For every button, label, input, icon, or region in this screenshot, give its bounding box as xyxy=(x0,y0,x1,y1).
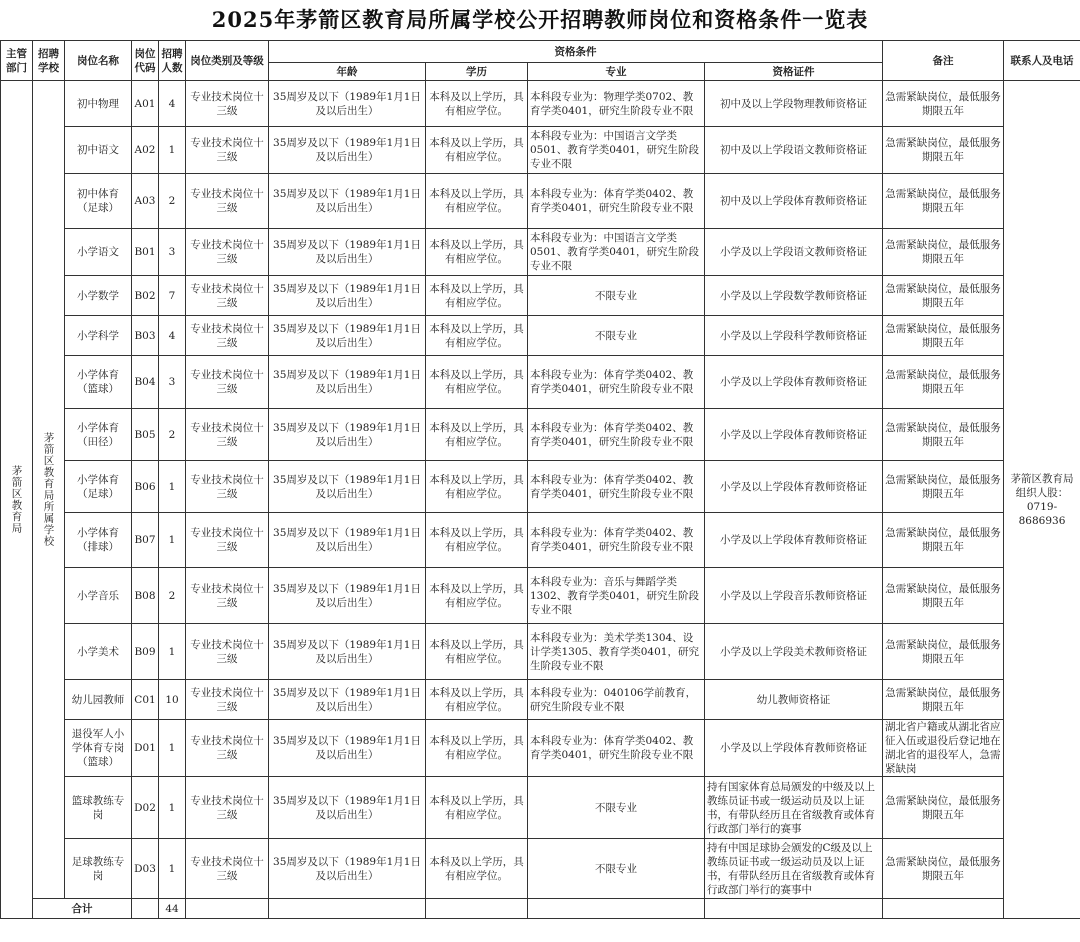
certificate-cell xyxy=(705,720,883,777)
post-name-cell: 小学体育（田径） xyxy=(65,409,132,461)
post-code-cell: D03 xyxy=(132,839,159,899)
remark-text: 急需紧缺岗位，最低服务期限五年 xyxy=(885,473,1001,500)
header-dept: 主管部门 xyxy=(1,41,33,81)
major-cell xyxy=(528,229,705,276)
table-row xyxy=(1,276,1080,316)
count-cell: 10 xyxy=(159,680,186,720)
post-type-cell: 专业技术岗位十三级 xyxy=(186,680,269,720)
certificate-text: 小学及以上学段科学教师资格证 xyxy=(720,329,867,342)
post-name-cell: 篮球教练专岗 xyxy=(65,777,132,839)
certificate-text: 小学及以上学段体育教师资格证 xyxy=(720,480,867,493)
count-cell: 1 xyxy=(159,720,186,777)
post-name-cell: 小学音乐 xyxy=(65,568,132,624)
table-row xyxy=(1,316,1080,356)
certificate-cell xyxy=(705,356,883,409)
post-type-cell: 专业技术岗位十三级 xyxy=(186,409,269,461)
remark-text: 急需紧缺岗位，最低服务期限五年 xyxy=(885,239,1001,265)
age-cell: 35周岁及以下（1989年1月1日及以后出生） xyxy=(269,276,426,316)
remark-cell xyxy=(883,624,1004,680)
post-code-cell: B06 xyxy=(132,461,159,513)
table-row xyxy=(1,720,1080,777)
education-cell: 本科及以上学历，具有相应学位。 xyxy=(426,127,528,174)
major-text: 本科段专业为：体育学类0402、教育学类0401，研究生阶段专业不限 xyxy=(530,421,694,448)
remark-cell xyxy=(883,568,1004,624)
age-cell: 35周岁及以下（1989年1月1日及以后出生） xyxy=(269,720,426,777)
remark-text: 急需紧缺岗位，最低服务期限五年 xyxy=(885,527,1001,553)
certificate-cell xyxy=(705,81,883,127)
post-type-cell: 专业技术岗位十三级 xyxy=(186,777,269,839)
education-cell: 本科及以上学历，具有相应学位。 xyxy=(426,680,528,720)
header-post-name: 岗位名称 xyxy=(65,41,132,81)
remark-cell xyxy=(883,777,1004,839)
total-empty xyxy=(269,899,426,919)
post-name-cell: 小学体育（排球） xyxy=(65,513,132,568)
post-name-cell: 退役军人小学体育专岗（篮球） xyxy=(65,720,132,777)
certificate-cell xyxy=(705,513,883,568)
post-code-cell: B05 xyxy=(132,409,159,461)
header-school: 招聘学校 xyxy=(33,41,65,81)
major-text: 本科段专业为：体育学类0402、教育学类0401，研究生阶段专业不限 xyxy=(530,527,694,553)
post-name-cell: 小学语文 xyxy=(65,229,132,276)
count-cell: 2 xyxy=(159,409,186,461)
certificate-cell xyxy=(705,839,883,899)
certificate-text: 小学及以上学段数学教师资格证 xyxy=(720,289,867,302)
certificate-text: 小学及以上学段体育教师资格证 xyxy=(720,376,867,388)
remark-text: 急需紧缺岗位，最低服务期限五年 xyxy=(885,188,1001,214)
table-row xyxy=(1,568,1080,624)
certificate-cell xyxy=(705,777,883,839)
post-name-cell: 小学数学 xyxy=(65,276,132,316)
count-cell: 1 xyxy=(159,513,186,568)
remark-cell xyxy=(883,839,1004,899)
count-cell: 7 xyxy=(159,276,186,316)
total-empty xyxy=(883,899,1004,919)
remark-cell xyxy=(883,229,1004,276)
header-major: 专业 xyxy=(528,63,705,81)
major-text: 不限专业 xyxy=(595,862,637,875)
post-name-cell: 初中物理 xyxy=(65,81,132,127)
remark-text: 急需紧缺岗位，最低服务期限五年 xyxy=(885,686,1001,713)
major-cell xyxy=(528,316,705,356)
remark-cell xyxy=(883,409,1004,461)
post-code-cell: B02 xyxy=(132,276,159,316)
education-cell: 本科及以上学历，具有相应学位。 xyxy=(426,409,528,461)
remark-text: 急需紧缺岗位，最低服务期限五年 xyxy=(885,369,1001,395)
education-cell: 本科及以上学历，具有相应学位。 xyxy=(426,777,528,839)
major-cell xyxy=(528,568,705,624)
remark-cell xyxy=(883,461,1004,513)
count-cell: 1 xyxy=(159,777,186,839)
major-cell xyxy=(528,174,705,229)
major-cell xyxy=(528,680,705,720)
count-cell: 1 xyxy=(159,127,186,174)
certificate-text: 初中及以上学段语文教师资格证 xyxy=(720,144,867,156)
total-empty xyxy=(528,899,705,919)
age-cell: 35周岁及以下（1989年1月1日及以后出生） xyxy=(269,680,426,720)
post-type-cell: 专业技术岗位十三级 xyxy=(186,839,269,899)
count-cell: 1 xyxy=(159,624,186,680)
certificate-cell xyxy=(705,680,883,720)
certificate-text: 小学及以上学段语文教师资格证 xyxy=(720,246,867,258)
certificate-text: 初中及以上学段体育教师资格证 xyxy=(720,195,867,207)
header-post-code: 岗位代码 xyxy=(132,41,159,81)
post-name-cell: 小学体育（足球） xyxy=(65,461,132,513)
count-cell: 3 xyxy=(159,229,186,276)
major-cell xyxy=(528,461,705,513)
certificate-text: 初中及以上学段物理教师资格证 xyxy=(720,97,867,110)
education-cell: 本科及以上学历，具有相应学位。 xyxy=(426,513,528,568)
age-cell: 35周岁及以下（1989年1月1日及以后出生） xyxy=(269,513,426,568)
total-label: 合计 xyxy=(33,899,132,919)
remark-cell xyxy=(883,174,1004,229)
total-row xyxy=(1,899,1080,919)
table-row xyxy=(1,461,1080,513)
remark-text: 急需紧缺岗位，最低服务期限五年 xyxy=(885,582,1001,609)
table-row xyxy=(1,127,1080,174)
total-empty xyxy=(186,899,269,919)
post-code-cell: B07 xyxy=(132,513,159,568)
age-cell: 35周岁及以下（1989年1月1日及以后出生） xyxy=(269,316,426,356)
certificate-text: 小学及以上学段体育教师资格证 xyxy=(720,534,867,546)
post-code-cell: B03 xyxy=(132,316,159,356)
major-text: 不限专业 xyxy=(595,329,637,342)
major-cell xyxy=(528,356,705,409)
age-cell: 35周岁及以下（1989年1月1日及以后出生） xyxy=(269,174,426,229)
major-text: 本科段专业为：美术学类1304、设计学类1305、教育学类0401，研究生阶段专业不限 xyxy=(530,631,699,672)
count-cell: 3 xyxy=(159,356,186,409)
education-cell: 本科及以上学历，具有相应学位。 xyxy=(426,568,528,624)
age-cell: 35周岁及以下（1989年1月1日及以后出生） xyxy=(269,839,426,899)
major-text: 本科段专业为：体育学类0402、教育学类0401，研究生阶段专业不限 xyxy=(530,369,694,395)
post-code-cell: A01 xyxy=(132,81,159,127)
page-title: 2025年茅箭区教育局所属学校公开招聘教师岗位和资格条件一览表 xyxy=(211,7,869,32)
post-type-cell: 专业技术岗位十三级 xyxy=(186,461,269,513)
remark-text: 湖北省户籍或从湖北省应征入伍或退役后登记地在湖北省的退役军人，急需紧缺岗 xyxy=(885,721,1001,775)
post-name-cell: 小学体育（篮球） xyxy=(65,356,132,409)
remark-text: 急需紧缺岗位，最低服务期限五年 xyxy=(885,855,1001,882)
count-cell: 2 xyxy=(159,174,186,229)
count-cell: 4 xyxy=(159,81,186,127)
table-row xyxy=(1,513,1080,568)
major-cell xyxy=(528,777,705,839)
certificate-cell xyxy=(705,461,883,513)
post-type-cell: 专业技术岗位十三级 xyxy=(186,720,269,777)
post-type-cell: 专业技术岗位十三级 xyxy=(186,276,269,316)
certificate-text: 小学及以上学段体育教师资格证 xyxy=(720,428,867,441)
post-name-cell: 初中语文 xyxy=(65,127,132,174)
major-cell xyxy=(528,81,705,127)
dept-cell: 茅箭区教育局 xyxy=(1,81,33,919)
remark-text: 急需紧缺岗位，最低服务期限五年 xyxy=(885,322,1001,349)
major-text: 本科段专业为：体育学类0402、教育学类0401，研究生阶段专业不限 xyxy=(530,188,694,214)
major-text: 本科段专业为：体育学类0402、教育学类0401，研究生阶段专业不限 xyxy=(530,735,694,761)
certificate-cell xyxy=(705,174,883,229)
school-cell: 茅箭区教育局所属学校 xyxy=(33,81,65,899)
header-age: 年龄 xyxy=(269,63,426,81)
major-cell xyxy=(528,624,705,680)
age-cell: 35周岁及以下（1989年1月1日及以后出生） xyxy=(269,777,426,839)
post-type-cell: 专业技术岗位十三级 xyxy=(186,81,269,127)
post-name-cell: 幼儿园教师 xyxy=(65,680,132,720)
count-cell: 1 xyxy=(159,839,186,899)
post-type-cell: 专业技术岗位十三级 xyxy=(186,624,269,680)
age-cell: 35周岁及以下（1989年1月1日及以后出生） xyxy=(269,81,426,127)
major-text: 本科段专业为：物理学类0702、教育学类0401，研究生阶段专业不限 xyxy=(530,90,694,117)
remark-cell xyxy=(883,680,1004,720)
table-row xyxy=(1,174,1080,229)
education-cell: 本科及以上学历，具有相应学位。 xyxy=(426,276,528,316)
age-cell: 35周岁及以下（1989年1月1日及以后出生） xyxy=(269,409,426,461)
total-value: 44 xyxy=(159,899,186,919)
contact-cell: 茅箭区教育局组织人股：0719-8686936 xyxy=(1004,81,1080,919)
remark-cell xyxy=(883,316,1004,356)
remark-text: 急需紧缺岗位，最低服务期限五年 xyxy=(885,638,1001,665)
education-cell: 本科及以上学历，具有相应学位。 xyxy=(426,839,528,899)
post-name-cell: 初中体育（足球） xyxy=(65,174,132,229)
education-cell: 本科及以上学历，具有相应学位。 xyxy=(426,174,528,229)
education-cell: 本科及以上学历，具有相应学位。 xyxy=(426,316,528,356)
table-row xyxy=(1,839,1080,899)
recruitment-table xyxy=(0,40,1080,919)
certificate-text: 持有国家体育总局颁发的中级及以上教练员证书或一级运动员及以上证书，有带队经历且在省级教育或体育行政部门举行的赛事 xyxy=(707,780,875,835)
post-code-cell: B01 xyxy=(132,229,159,276)
major-text: 不限专业 xyxy=(595,289,637,302)
certificate-text: 幼儿教师资格证 xyxy=(756,693,831,706)
certificate-cell xyxy=(705,229,883,276)
table-row xyxy=(1,624,1080,680)
count-cell: 4 xyxy=(159,316,186,356)
major-cell xyxy=(528,513,705,568)
post-type-cell: 专业技术岗位十三级 xyxy=(186,316,269,356)
post-type-cell: 专业技术岗位十三级 xyxy=(186,513,269,568)
post-code-cell: B04 xyxy=(132,356,159,409)
remark-cell xyxy=(883,513,1004,568)
certificate-cell xyxy=(705,568,883,624)
education-cell: 本科及以上学历，具有相应学位。 xyxy=(426,624,528,680)
certificate-text: 持有中国足球协会颁发的C级及以上教练员证书或一级运动员及以上证书，有带队经历且在省级教育或体育行政部门举行的赛事中 xyxy=(707,841,875,896)
post-code-cell: B09 xyxy=(132,624,159,680)
table-row xyxy=(1,777,1080,839)
post-name-cell: 小学科学 xyxy=(65,316,132,356)
remark-cell xyxy=(883,127,1004,174)
major-text: 本科段专业为：体育学类0402、教育学类0401，研究生阶段专业不限 xyxy=(530,473,694,500)
post-code-cell: D02 xyxy=(132,777,159,839)
certificate-cell xyxy=(705,409,883,461)
count-cell: 2 xyxy=(159,568,186,624)
header-certificate: 资格证件 xyxy=(705,63,883,81)
certificate-cell xyxy=(705,276,883,316)
post-type-cell: 专业技术岗位十三级 xyxy=(186,568,269,624)
header-qualifications: 资格条件 xyxy=(269,41,883,63)
post-name-cell: 小学美术 xyxy=(65,624,132,680)
post-type-cell: 专业技术岗位十三级 xyxy=(186,229,269,276)
post-type-cell: 专业技术岗位十三级 xyxy=(186,174,269,229)
age-cell: 35周岁及以下（1989年1月1日及以后出生） xyxy=(269,461,426,513)
post-code-cell: A02 xyxy=(132,127,159,174)
post-code-cell: B08 xyxy=(132,568,159,624)
remark-cell xyxy=(883,356,1004,409)
remark-text: 急需紧缺岗位，最低服务期限五年 xyxy=(885,90,1001,117)
education-cell: 本科及以上学历，具有相应学位。 xyxy=(426,720,528,777)
education-cell: 本科及以上学历，具有相应学位。 xyxy=(426,356,528,409)
post-code-cell: C01 xyxy=(132,680,159,720)
table-row xyxy=(1,680,1080,720)
remark-cell xyxy=(883,720,1004,777)
education-cell: 本科及以上学历，具有相应学位。 xyxy=(426,461,528,513)
table-body xyxy=(1,81,1080,919)
major-text: 本科段专业为：音乐与舞蹈学类1302、教育学类0401，研究生阶段专业不限 xyxy=(530,575,699,616)
total-empty xyxy=(132,899,159,919)
certificate-text: 小学及以上学段体育教师资格证 xyxy=(720,742,867,754)
table-row xyxy=(1,356,1080,409)
certificate-cell xyxy=(705,624,883,680)
post-name-cell: 足球教练专岗 xyxy=(65,839,132,899)
remark-text: 急需紧缺岗位，最低服务期限五年 xyxy=(885,421,1001,448)
major-text: 本科段专业为：中国语言文学类0501、教育学类0401，研究生阶段专业不限 xyxy=(530,232,699,272)
post-type-cell: 专业技术岗位十三级 xyxy=(186,356,269,409)
count-cell: 1 xyxy=(159,461,186,513)
header-contact: 联系人及电话 xyxy=(1004,41,1080,81)
age-cell: 35周岁及以下（1989年1月1日及以后出生） xyxy=(269,356,426,409)
table-row xyxy=(1,81,1080,127)
header-remark: 备注 xyxy=(883,41,1004,81)
post-code-cell: A03 xyxy=(132,174,159,229)
header-count: 招聘人数 xyxy=(159,41,186,81)
total-empty xyxy=(426,899,528,919)
table-row xyxy=(1,229,1080,276)
major-cell xyxy=(528,276,705,316)
age-cell: 35周岁及以下（1989年1月1日及以后出生） xyxy=(269,568,426,624)
post-type-cell: 专业技术岗位十三级 xyxy=(186,127,269,174)
major-text: 不限专业 xyxy=(595,801,637,814)
age-cell: 35周岁及以下（1989年1月1日及以后出生） xyxy=(269,624,426,680)
header-education: 学历 xyxy=(426,63,528,81)
major-text: 本科段专业为：中国语言文学类0501、教育学类0401，研究生阶段专业不限 xyxy=(530,130,699,170)
major-cell xyxy=(528,720,705,777)
remark-text: 急需紧缺岗位，最低服务期限五年 xyxy=(885,282,1001,309)
certificate-text: 小学及以上学段音乐教师资格证 xyxy=(720,589,867,602)
certificate-cell xyxy=(705,127,883,174)
age-cell: 35周岁及以下（1989年1月1日及以后出生） xyxy=(269,229,426,276)
header-post-type: 岗位类别及等级 xyxy=(186,41,269,81)
age-cell: 35周岁及以下（1989年1月1日及以后出生） xyxy=(269,127,426,174)
remark-text: 急需紧缺岗位，最低服务期限五年 xyxy=(885,794,1001,821)
total-empty xyxy=(705,899,883,919)
remark-text: 急需紧缺岗位，最低服务期限五年 xyxy=(885,137,1001,163)
major-cell xyxy=(528,839,705,899)
remark-cell xyxy=(883,276,1004,316)
education-cell: 本科及以上学历，具有相应学位。 xyxy=(426,229,528,276)
major-text: 本科段专业为：040106学前教育，研究生阶段专业不限 xyxy=(530,686,697,713)
remark-cell xyxy=(883,81,1004,127)
certificate-text: 小学及以上学段美术教师资格证 xyxy=(720,645,867,658)
post-code-cell: D01 xyxy=(132,720,159,777)
table-row xyxy=(1,409,1080,461)
major-cell xyxy=(528,409,705,461)
certificate-cell xyxy=(705,316,883,356)
education-cell: 本科及以上学历，具有相应学位。 xyxy=(426,81,528,127)
major-cell xyxy=(528,127,705,174)
